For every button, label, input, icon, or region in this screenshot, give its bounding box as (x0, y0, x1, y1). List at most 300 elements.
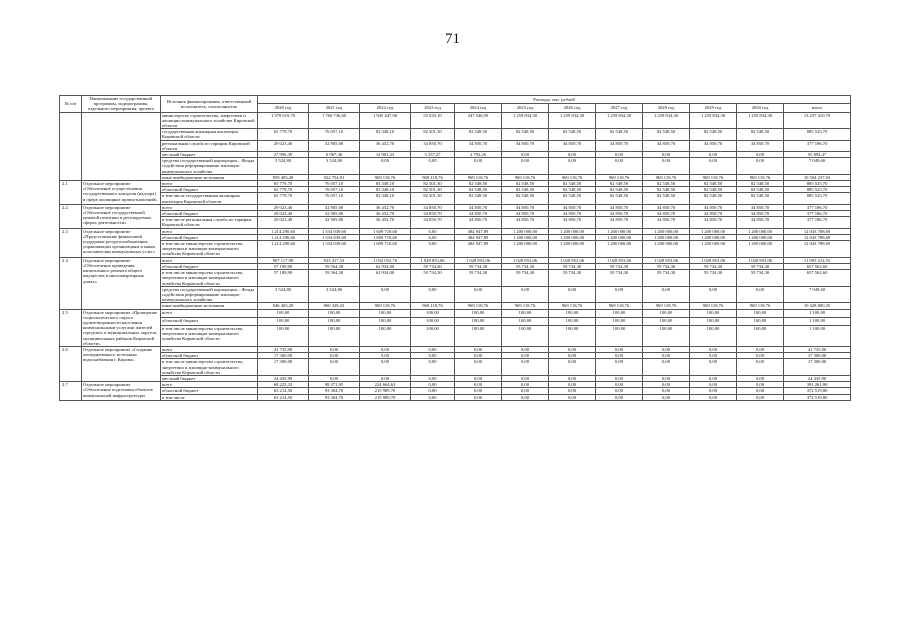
table-row (60, 325, 851, 346)
value-cell: 6 967,36 (309, 152, 360, 158)
value-total: 1 100,00 (784, 317, 851, 325)
value-cell: 100,00 (690, 317, 737, 325)
value-cell: 76 057,10 (309, 193, 360, 204)
funding-source: всего (161, 346, 258, 352)
value-cell: 1 028 853,06 (411, 257, 455, 263)
funding-source: иные внебюджетные источники (161, 303, 258, 309)
header-no: № п/п (60, 96, 82, 113)
value-cell: 59 734,30 (690, 270, 737, 287)
table-row (60, 309, 851, 317)
value-cell: 29 023,40 (258, 204, 309, 210)
item-name: Отдельное мероприятие «Предоставление финансовой поддержки ресурсоснабжающим, управляющим организациям и иным исполнителям коммунальных услуг» (82, 228, 161, 257)
header-year: 2030 год (737, 104, 784, 112)
funding-source: областной бюджет (161, 187, 258, 193)
value-cell: 1 200 000,00 (690, 234, 737, 240)
value-cell: 907 117,98 (258, 257, 309, 263)
value-cell: 34 850,70 (596, 140, 643, 151)
value-cell: 100,00 (549, 309, 596, 317)
table-row (60, 140, 851, 151)
funding-source: областной бюджет (161, 317, 258, 325)
value-cell: 0,00 (549, 375, 596, 381)
value-cell: 969 118,76 (549, 174, 596, 180)
value-cell: 0,00 (549, 353, 596, 359)
value-cell: 0,00 (502, 382, 549, 388)
value-cell: 29 023,40 (258, 217, 309, 228)
value-cell: 34 850,70 (643, 217, 690, 228)
value-cell: 0,00 (411, 359, 455, 376)
value-cell: 65 779,70 (258, 193, 309, 204)
header-year: 2021 год (309, 104, 360, 112)
table-row (60, 129, 851, 140)
funding-source: областной бюджет (161, 263, 258, 269)
value-cell: 100,00 (596, 317, 643, 325)
value-cell: 0,00 (455, 359, 502, 376)
value-cell: 100,00 (411, 309, 455, 317)
value-cell: 36 452,70 (360, 140, 411, 151)
header-year: 2029 год (690, 104, 737, 112)
value-cell: 34 850,70 (643, 204, 690, 210)
value-cell: 34 850,70 (502, 140, 549, 151)
value-cell: 100,00 (690, 325, 737, 346)
value-cell: 100,00 (643, 325, 690, 346)
value-total: 11 093 412,55 (784, 257, 851, 263)
value-cell: 59 734,30 (596, 263, 643, 269)
value-cell: 100,00 (360, 317, 411, 325)
value-cell: 1 200 000,00 (549, 241, 596, 258)
value-cell: 0,00 (455, 158, 502, 175)
header-year: 2022 год (360, 104, 411, 112)
value-total: 377 186,70 (784, 211, 851, 217)
funding-source: средства государственной корпорации – Фонда содействия реформированию жилищно-коммунального хозяйства (161, 158, 258, 175)
value-cell: 82 548,50 (502, 187, 549, 193)
value-cell: 0,00 (502, 152, 549, 158)
value-cell: 0,00 (360, 346, 411, 352)
value-cell: 0,00 (690, 359, 737, 376)
value-cell: 82 548,50 (596, 181, 643, 187)
funding-source: областной бюджет (161, 388, 258, 394)
value-cell: 82 501,30 (411, 187, 455, 193)
value-cell: 1 028 853,06 (690, 257, 737, 263)
value-total: 372 519,80 (784, 388, 851, 394)
value-cell: 100,00 (411, 317, 455, 325)
value-cell: 0,00 (737, 286, 784, 303)
item-number: 2.2 (60, 204, 82, 228)
value-cell: 59 734,30 (549, 263, 596, 269)
value-cell: 1 200 000,00 (643, 228, 690, 234)
value-cell: 0,00 (643, 375, 690, 381)
value-total: 885 525,70 (784, 193, 851, 204)
funding-source: всего (161, 181, 258, 187)
item-number: 2.4 (60, 257, 82, 309)
value-cell: 0,00 (455, 353, 502, 359)
value-cell: 0,00 (411, 158, 455, 175)
value-cell: 82 548,50 (737, 181, 784, 187)
value-cell: 860 328,23 (309, 303, 360, 309)
value-cell: 82 548,50 (690, 181, 737, 187)
value-cell: 0,00 (690, 382, 737, 388)
value-cell: 34 850,70 (690, 211, 737, 217)
value-cell: 347 546,59 (455, 112, 502, 129)
value-cell: 922 754,91 (309, 174, 360, 180)
value-cell: 484 947,89 (455, 234, 502, 240)
value-cell: 57 189,90 (258, 263, 309, 269)
value-cell: 969 118,76 (502, 174, 549, 180)
value-cell: 0,00 (643, 152, 690, 158)
value-cell: 59 734,30 (549, 270, 596, 287)
value-cell: 0,00 (502, 346, 549, 352)
value-cell: 0,00 (502, 353, 549, 359)
value-cell: 98 371,95 (309, 382, 360, 388)
value-cell: 0,00 (502, 359, 549, 376)
value-cell: 215 989,70 (360, 394, 411, 400)
item-name: Отдельное мероприятие «Создание альтернативного источника водоснабжения г. Кирова» (82, 346, 161, 381)
value-cell: 923 417,33 (309, 257, 360, 263)
value-cell: 859 403,28 (258, 174, 309, 180)
value-cell: 1 534 839,60 (309, 241, 360, 258)
value-cell: 59 734,30 (455, 263, 502, 269)
value-cell: 82 548,50 (502, 193, 549, 204)
value-cell: 82 548,50 (455, 181, 502, 187)
value-cell: 0,00 (596, 353, 643, 359)
value-cell: 0,00 (643, 158, 690, 175)
value-cell: 34 850,70 (549, 204, 596, 210)
value-total: 24 435,90 (784, 375, 851, 381)
value-cell: 0,00 (690, 152, 737, 158)
table-row (60, 112, 851, 129)
value-cell: 0,00 (309, 375, 360, 381)
value-cell: 1 200 000,00 (690, 241, 737, 258)
value-cell: 100,00 (643, 309, 690, 317)
value-cell: 100,00 (309, 325, 360, 346)
value-cell: 0,00 (360, 359, 411, 376)
value-cell: 0,00 (455, 382, 502, 388)
value-cell: 82 548,50 (643, 193, 690, 204)
value-cell: 82 501,30 (411, 181, 455, 187)
value-cell: 100,00 (309, 309, 360, 317)
value-total: 55 894,47 (784, 152, 851, 158)
value-cell: 1 200 000,00 (502, 234, 549, 240)
value-cell: 1 214 290,60 (258, 241, 309, 258)
value-cell: 0,00 (596, 375, 643, 381)
item-number: 2.6 (60, 346, 82, 381)
value-cell: 34 850,70 (690, 204, 737, 210)
value-cell: 0,00 (690, 286, 737, 303)
table-row (60, 394, 851, 400)
header-name: Наименование государственной программы, подпрограммы, отдельного мероприятия, проекта (82, 96, 161, 113)
funding-source: региональная служба по тарифам Кировской области (161, 140, 258, 151)
value-cell: 0,00 (737, 346, 784, 352)
header-expenses: Расходы, тыс. рублей (258, 96, 851, 104)
value-cell: 0,00 (737, 394, 784, 400)
value-cell: 0,00 (643, 359, 690, 376)
value-cell: 59 564,30 (309, 263, 360, 269)
value-cell: 0,00 (455, 346, 502, 352)
item-name: Отдельное мероприятие «Обеспечение подготовки объектов коммунальной инфраструктуры (82, 382, 161, 401)
value-cell: 0,00 (411, 234, 455, 240)
table-row (60, 241, 851, 258)
value-cell: 34 850,70 (411, 204, 455, 210)
value-cell: 0,00 (549, 152, 596, 158)
value-cell: 100,00 (549, 317, 596, 325)
value-cell: 0,00 (549, 382, 596, 388)
value-cell: 34 850,70 (411, 140, 455, 151)
value-cell: 1 200 000,00 (737, 234, 784, 240)
value-cell: 969 118,76 (502, 303, 549, 309)
funding-source: всего (161, 204, 258, 210)
funding-source: средства государственной корпорации – Фонда содействия реформированию жилищно-коммунального хозяйства (161, 286, 258, 303)
value-cell: 0,00 (455, 394, 502, 400)
value-cell: 100,00 (455, 309, 502, 317)
value-cell: 34 850,70 (737, 217, 784, 228)
funding-source: всего (161, 257, 258, 263)
value-cell: 1 379 619,70 (258, 112, 309, 129)
value-cell: 224 664,63 (360, 382, 411, 388)
value-cell: 36 452,70 (360, 204, 411, 210)
value-cell: 1 259 834,30 (737, 112, 784, 129)
value-cell: 0,00 (502, 388, 549, 394)
value-cell: 34 850,70 (596, 204, 643, 210)
value-cell: 76 057,10 (309, 129, 360, 140)
value-cell: 969 118,76 (411, 303, 455, 309)
value-total: 12 043 788,69 (784, 234, 851, 240)
value-cell: 82 548,50 (690, 193, 737, 204)
header-year: 2027 год (596, 104, 643, 112)
funding-source: государственная жилищная инспекция Кировской области (161, 129, 258, 140)
item-number: 2.3 (60, 228, 82, 257)
value-cell: 100,00 (737, 325, 784, 346)
header-source: Источник финансирования, ответственный исполнитель, соисполнитель (161, 96, 258, 113)
value-cell: 100,00 (737, 317, 784, 325)
value-cell: 0,00 (737, 388, 784, 394)
value-cell: 100,00 (596, 325, 643, 346)
value-total: 377 186,70 (784, 217, 851, 228)
table-row (60, 270, 851, 287)
value-cell: 12 901,23 (360, 152, 411, 158)
table-row (60, 217, 851, 228)
funding-source: всего (161, 228, 258, 234)
item-name: Отдельное мероприятие «Обеспечение осуществления государственного контроля (надзора) в сфере жилищных правоотношений» (82, 181, 161, 205)
value-cell: 59 734,30 (690, 263, 737, 269)
value-cell: 0,00 (643, 286, 690, 303)
table-body (60, 112, 851, 400)
value-cell: 484 947,89 (455, 228, 502, 234)
value-cell: 0,00 (690, 375, 737, 381)
funding-source: местный бюджет (161, 152, 258, 158)
value-cell: 93 304,70 (309, 394, 360, 400)
value-cell: 1 259 834,30 (643, 112, 690, 129)
value-cell: 34 850,70 (411, 211, 455, 217)
value-cell: 3 524,80 (258, 286, 309, 303)
value-cell: 1 028 853,06 (455, 257, 502, 263)
value-cell: 0,00 (596, 388, 643, 394)
value-cell: 100,00 (502, 317, 549, 325)
value-cell: 62 934,00 (360, 263, 411, 269)
funding-source: всего (161, 309, 258, 317)
value-cell: 82 548,50 (455, 193, 502, 204)
value-cell: 24 435,90 (258, 375, 309, 381)
value-cell: 34 850,70 (549, 140, 596, 151)
value-cell: 0,00 (690, 394, 737, 400)
funding-source: в том числе министерство строительства, энергетики и жилищно-коммунального хозяйства Кировской области (161, 270, 258, 287)
value-cell: 100,00 (502, 309, 549, 317)
value-cell: 1 945 447,00 (360, 112, 411, 129)
value-cell: 82 501,30 (411, 129, 455, 140)
value-cell: 0,00 (502, 286, 549, 303)
value-total: 657 562,60 (784, 270, 851, 287)
funding-source: в том числе министерство строительства, энергетики и жилищно-коммунального хозяйства Кировской области (161, 241, 258, 258)
value-cell: 65 779,70 (258, 181, 309, 187)
value-cell: 59 734,30 (502, 263, 549, 269)
value-total: 17 300,00 (784, 359, 851, 376)
value-cell: 57 189,90 (258, 270, 309, 287)
value-cell: 34 850,70 (455, 217, 502, 228)
table-row (60, 193, 851, 204)
value-cell: 34 850,70 (455, 211, 502, 217)
value-cell: 969 118,76 (455, 303, 502, 309)
value-cell: 0,00 (596, 394, 643, 400)
item-number: 2.5 (60, 309, 82, 346)
value-cell: 34 850,70 (737, 204, 784, 210)
value-cell: 0,00 (549, 359, 596, 376)
value-cell: 100,00 (502, 325, 549, 346)
value-cell: 1 028 853,06 (596, 257, 643, 263)
funding-source: областной бюджет (161, 211, 258, 217)
value-cell: 100,00 (360, 309, 411, 317)
value-cell: 0,00 (690, 346, 737, 352)
value-cell: 34 850,70 (690, 217, 737, 228)
value-cell: 969 118,76 (596, 174, 643, 180)
value-cell: 32 905,00 (309, 204, 360, 210)
table-row (60, 158, 851, 175)
value-cell: 0,00 (737, 152, 784, 158)
value-cell: 1 200 000,00 (549, 234, 596, 240)
value-cell: 0,00 (596, 158, 643, 175)
value-cell: 1 028 853,06 (643, 257, 690, 263)
funding-source: всего (161, 382, 258, 388)
value-cell: 0,00 (737, 382, 784, 388)
value-cell: 0,00 (549, 388, 596, 394)
value-cell: 0,00 (690, 388, 737, 394)
value-cell: 41 735,90 (258, 346, 309, 352)
value-cell: 100,00 (360, 325, 411, 346)
value-cell: 484 947,89 (455, 241, 502, 258)
value-cell: 1 028 853,06 (502, 257, 549, 263)
value-cell: 82 548,50 (737, 187, 784, 193)
value-cell: 59 564,30 (309, 270, 360, 287)
value-cell: 34 850,70 (455, 140, 502, 151)
value-cell: 59 734,30 (502, 270, 549, 287)
value-total: 10 504 237,03 (784, 174, 851, 180)
value-cell: 93 304,70 (309, 388, 360, 394)
value-cell: 0,00 (309, 346, 360, 352)
value-cell: 59 734,30 (643, 263, 690, 269)
funding-source: в том числе региональная служба по тарифам Кировской области (161, 217, 258, 228)
value-total: 13 257 410,79 (784, 112, 851, 129)
value-cell: 27 996,39 (258, 152, 309, 158)
value-total: 12 043 788,69 (784, 228, 851, 234)
value-cell: 1 200 000,00 (596, 241, 643, 258)
value-cell: 82 548,50 (737, 193, 784, 204)
header-year: 2026 год (549, 104, 596, 112)
value-cell: 82 548,50 (643, 187, 690, 193)
value-cell: 63 214,50 (258, 388, 309, 394)
value-cell: 0,00 (596, 359, 643, 376)
value-total: 391 261,90 (784, 382, 851, 388)
value-cell: 82 548,50 (502, 129, 549, 140)
value-cell: 83 348,10 (360, 187, 411, 193)
value-cell: 34 850,70 (596, 217, 643, 228)
value-cell: 82 548,50 (690, 187, 737, 193)
value-cell: 1 200 000,00 (643, 234, 690, 240)
value-cell: 0,00 (502, 394, 549, 400)
value-cell: 59 734,30 (737, 270, 784, 287)
value-cell: 68 225,32 (258, 382, 309, 388)
value-cell: 0,00 (596, 346, 643, 352)
value-cell: 0,00 (455, 388, 502, 394)
value-cell: 969 118,76 (596, 303, 643, 309)
value-cell: 0,00 (549, 286, 596, 303)
header-year: 2020 год (258, 104, 309, 112)
value-cell: 34 850,70 (549, 217, 596, 228)
item-name: Отдельное мероприятие «Обеспечение государственной ценовой политики в регулируемых сферах деятельности» (82, 204, 161, 228)
value-cell: 82 548,50 (549, 193, 596, 204)
value-cell: 0,00 (411, 388, 455, 394)
value-cell: 846 403,28 (258, 303, 309, 309)
value-cell: 100,00 (455, 317, 502, 325)
value-cell: 65 779,70 (258, 187, 309, 193)
value-cell: 82 548,50 (455, 187, 502, 193)
value-cell: 5 237,27 (411, 152, 455, 158)
value-cell: 29 023,40 (258, 140, 309, 151)
value-cell: 1 214 290,60 (258, 228, 309, 234)
item-number: 2.1 (60, 181, 82, 205)
value-total: 1 100,00 (784, 309, 851, 317)
item-name (82, 112, 161, 180)
table-row (60, 317, 851, 325)
value-cell: 0,00 (549, 346, 596, 352)
value-cell: 100,00 (596, 309, 643, 317)
value-total: 12 043 788,69 (784, 241, 851, 258)
value-cell: 0,00 (360, 158, 411, 175)
value-cell: 969 118,76 (549, 303, 596, 309)
value-cell: 969 118,76 (737, 303, 784, 309)
table-row (60, 286, 851, 303)
value-cell: 34 850,70 (411, 217, 455, 228)
value-cell: 32 905,00 (309, 211, 360, 217)
value-cell: 100,00 (309, 317, 360, 325)
value-cell: 34 850,70 (737, 211, 784, 217)
value-cell: 76 057,10 (309, 181, 360, 187)
value-cell: 969 118,76 (360, 174, 411, 180)
value-cell: 0,00 (411, 382, 455, 388)
value-cell: 59 734,30 (596, 270, 643, 287)
value-total: 885 525,70 (784, 187, 851, 193)
value-cell: 100,00 (258, 309, 309, 317)
value-cell: 0,00 (737, 158, 784, 175)
value-cell: 100,00 (643, 317, 690, 325)
funding-source: в том числе министерство строительства, энергетики и жилищно-коммунального хозяйства Кировской области (161, 359, 258, 376)
item-number: 2.7 (60, 382, 82, 401)
value-cell: 0,00 (690, 158, 737, 175)
value-cell: 62 934,00 (360, 270, 411, 287)
value-cell: 3 524,80 (258, 158, 309, 175)
funding-source: иные внебюджетные источники (161, 174, 258, 180)
value-cell: 0,00 (360, 375, 411, 381)
value-cell: 59 734,30 (737, 263, 784, 269)
value-cell: 1 200 000,00 (737, 228, 784, 234)
value-cell: 0,00 (643, 382, 690, 388)
table-row (60, 359, 851, 376)
